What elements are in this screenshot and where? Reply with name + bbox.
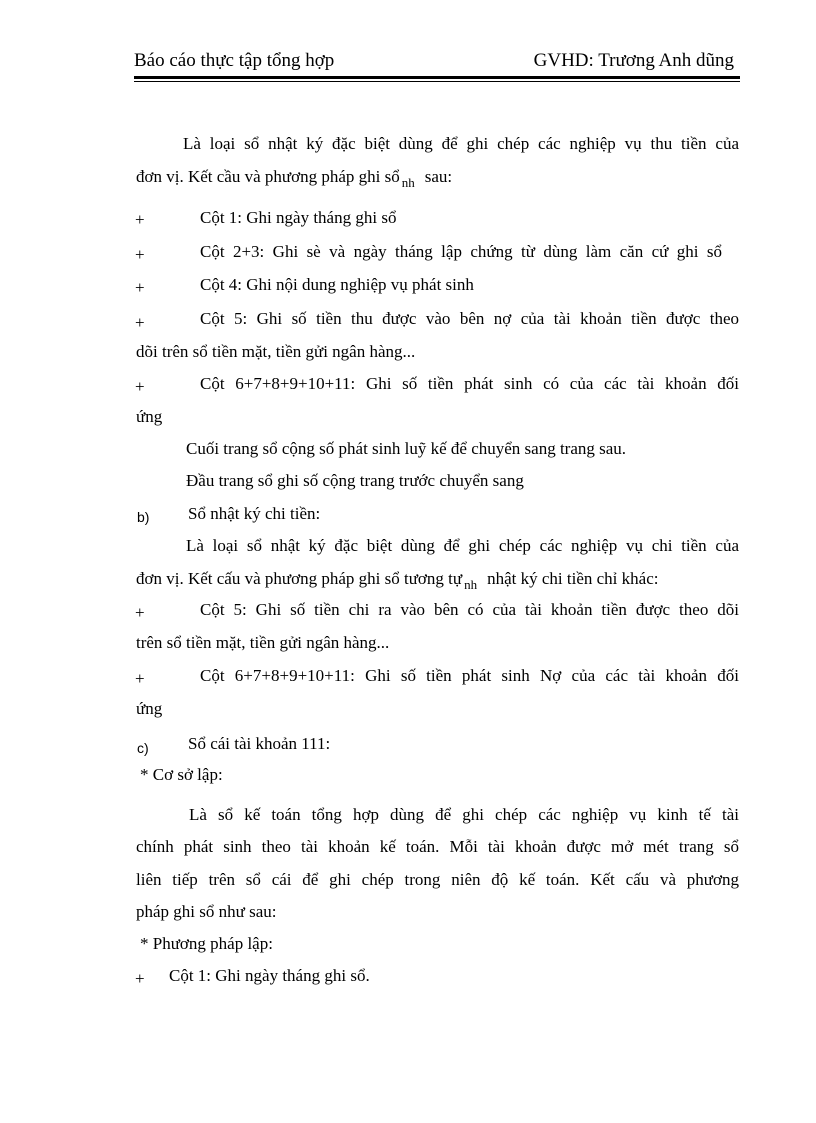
bullet-text-continued: trên sổ tiền mặt, tiền gửi ngân hàng... bbox=[136, 633, 390, 652]
bullet-text: Cột 1: Ghi ngày tháng ghi sổ. bbox=[169, 966, 370, 985]
bullet-text-continued: ứng bbox=[136, 699, 163, 718]
bullet-symbol: + bbox=[135, 969, 145, 988]
paragraph-line: Là sổ kế toán tổng hợp dùng để ghi chép các nghiệp vụ kinh tế tài bbox=[189, 805, 739, 824]
paragraph-line: Là loại sổ nhật ký đặc biệt dùng để ghi chép các nghiệp vụ thu tiền của bbox=[183, 134, 739, 153]
bullet-text: Cột 5: Ghi số tiền thu được vào bên nợ của tài khoản tiền được theo bbox=[200, 309, 739, 328]
paragraph-line: Đầu trang sổ ghi số cộng trang trước chuyển sang bbox=[186, 471, 524, 490]
bullet-text: Cột 4: Ghi nội dung nghiệp vụ phát sinh bbox=[200, 275, 474, 294]
section-heading: Sổ cái tài khoản 111: bbox=[188, 734, 331, 753]
paragraph-line: đơn vị. Kết cấu và phương pháp ghi sổ tương tự $_{nh}$ nhật ký chi tiền chỉ khác: bbox=[136, 569, 659, 592]
paragraph-line: chính phát sinh theo tài khoản kế toán. Mỗi tài khoản được mở mét trang sổ bbox=[136, 837, 739, 856]
supervisor-label: GVHD: Trương Anh dũng bbox=[533, 50, 734, 71]
bullet-text: Cột 5: Ghi số tiền chi ra vào bên có của tài khoản tiền được theo dõi bbox=[200, 600, 739, 619]
bullet-text: Cột 2+3: Ghi sè và ngày tháng lập chứng từ dùng làm căn cứ ghi sổ bbox=[200, 242, 722, 261]
bullet-symbol: + bbox=[135, 377, 145, 396]
paragraph-line: Cuối trang sổ cộng số phát sinh luỹ kế để chuyển sang trang sau. bbox=[186, 439, 627, 458]
bullet-text-continued: dõi trên sổ tiền mặt, tiền gửi ngân hàng... bbox=[136, 342, 416, 361]
subheading-basis: * Cơ sở lập: bbox=[140, 765, 223, 784]
bullet-text: Cột 1: Ghi ngày tháng ghi sổ bbox=[200, 208, 397, 227]
bullet-symbol: + bbox=[135, 313, 145, 332]
paragraph-line: pháp ghi sổ như sau: bbox=[136, 902, 277, 921]
paragraph-line: liên tiếp trên sổ cái để ghi chép trong niên độ kế toán. Kết cấu và phương bbox=[136, 870, 739, 889]
bullet-symbol: + bbox=[135, 245, 145, 264]
report-title: Báo cáo thực tập tổng hợp bbox=[134, 50, 335, 71]
header-rule-thin bbox=[134, 81, 740, 82]
section-heading: Sổ nhật ký chi tiền: bbox=[188, 504, 321, 523]
paragraph-line: Là loại sổ nhật ký đặc biệt dùng để ghi chép các nghiệp vụ chi tiền của bbox=[186, 536, 739, 555]
section-marker-b: b) bbox=[137, 509, 150, 525]
page-header bbox=[134, 50, 738, 76]
bullet-symbol: + bbox=[135, 278, 145, 297]
bullet-text-continued: ứng bbox=[136, 407, 163, 426]
bullet-symbol: + bbox=[135, 669, 145, 688]
bullet-symbol: + bbox=[135, 210, 145, 229]
bullet-text: Cột 6+7+8+9+10+11: Ghi số tiền phát sinh có của các tài khoản đối bbox=[200, 374, 739, 393]
header-rule-thick bbox=[134, 76, 740, 79]
bullet-symbol: + bbox=[135, 603, 145, 622]
subheading-method: * Phương pháp lập: bbox=[140, 934, 273, 953]
paragraph-line: đơn vị. Kết cầu và phương pháp ghi sổ $_{nh}$ sau: bbox=[136, 167, 453, 190]
bullet-text: Cột 6+7+8+9+10+11: Ghi số tiền phát sinh Nợ của các tài khoản đối bbox=[200, 666, 739, 685]
section-marker-c: c) bbox=[137, 740, 149, 756]
